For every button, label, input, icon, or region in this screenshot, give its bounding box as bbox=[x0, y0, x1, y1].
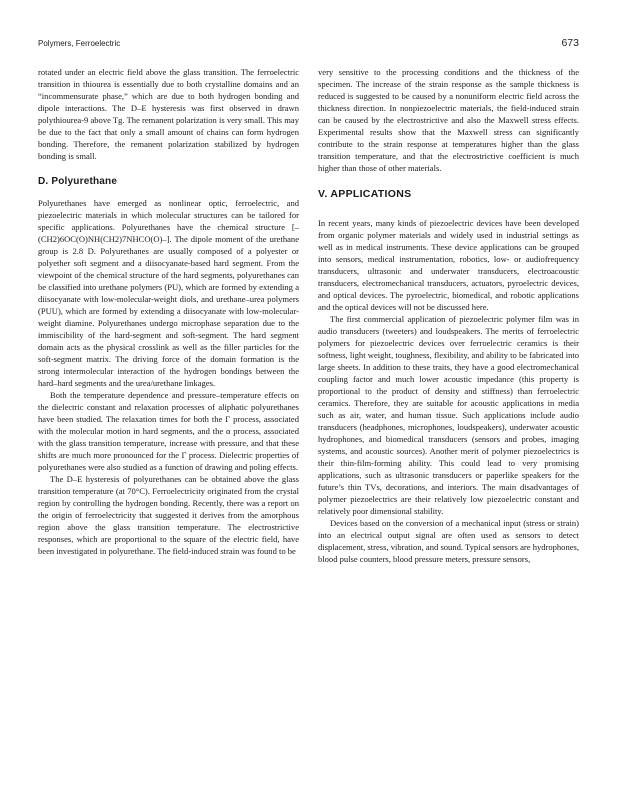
right-column bbox=[318, 66, 579, 565]
section-heading-applications: V. APPLICATIONS bbox=[318, 188, 412, 200]
left-column bbox=[38, 66, 299, 557]
page-number: 673 bbox=[561, 37, 579, 49]
left-paragraph-3: Both the temperature dependence and pressure–temperature effects on the dielectric constant and relaxation processes of aliphatic polyurethanes have been studied. The relaxation times for both the Γ process, associated with the molecular motion in hard segments, and the α process, associated with the glass transition temperature, increase with pressure, and that these shifts are much more pronounced for the Γ process. Dielectric properties of polyurethanes were also studied as a function of drawing and poling effects. bbox=[38, 390, 299, 472]
right-paragraph-4: Devices based on the conversion of a mechanical input (stress or strain) into an electrical output signal are often used as sensors to detect displacement, stress, vibration, and sound. Typical sensors are hydrophones, blood pulse counters, blood pressure meters, pressure sensors, bbox=[318, 518, 579, 564]
left-paragraph-4: The D–E hysteresis of polyurethanes can be obtained above the glass transition temperature (at 70°C). Ferroelectricity originated from the crystal region by controlling the hydrogen bonding. Recently, there was a report on the origin of ferroelectricity that suggested it derives from the amorphous region above the glass transition temperature. The electrostrictive responses, which are proportional to the square of the electric field, have been investigated in polyurethane. The field-induced strain was found to be bbox=[38, 474, 299, 556]
right-paragraph-1: very sensitive to the processing conditions and the thickness of the specimen. The increase of the strain response as the sample thickness is reduced is suggested to be caused by a nonuniform electric field across the thickness direction. In nonpiezoelectric materials, the field-induced strain can be caused by the electrostrictive and also the Maxwell stress effects. Experimental results show that the Maxwell stress can significantly contribute to the strain response at temperatures higher than the glass transition temperature, and that the electrostrictive coefficient is much higher than those of other materials. bbox=[318, 67, 579, 173]
section-heading-polyurethane: D. Polyurethane bbox=[38, 176, 118, 187]
left-paragraph-1: rotated under an electric field above the glass transition. The ferroelectric transition in thiourea is essentially due to both crystalline domains and an “incommensurate phase,” which are due to both hydrogen bonding and dipole interactions. The D–E hysteresis was first observed in drawn polythiourea-9 above Tg. The remanent polarization is very small. This may be due to the fact that only a small amount of chains can form hydrogen bonding. Therefore, the remanent polarization stabilized by hydrogen bonding is small. bbox=[38, 67, 299, 161]
left-paragraph-2: Polyurethanes have emerged as nonlinear optic, ferroelectric, and piezoelectric materials in which molecular structures can be tailored for specific applications. Polyurethanes have the chemical structure [–(CH2)6OC(O)NH(CH2)7NHCO(O)–]. The dipole moment of the urethane group is 2.8 D. Polyurethanes are usually composed of a polyester or polyether soft segment and a diisocyanate-based hard segment. From the viewpoint of the chemical structure of the hard segments, polyurethanes can be classified into urethane polymers (PU), which are formed by extending a diisocyanate with low-molecular-weight diols, and urethane–urea polymers (PUU), which are formed by extending a diisocyanate with low-molecular-weight diamine. Polyurethanes undergo microphase separation due to the immiscibility of the hard-segment and soft-segment. The hard segment domain acts as the physical crosslink as well as the filler particles for the soft-segment matrix. The driving force of the domain formation is the strong intermolecular interaction of the hydrogen bondings between the hard–hard segments and the urea/urethane linkages. bbox=[38, 198, 299, 388]
right-paragraph-2: In recent years, many kinds of piezoelectric devices have been developed from organic polymer materials and widely used in industrial settings as well as in medical instruments. These device applications can be grouped into sensors, medical instrumentation, robotics, low- or audiofrequency transducers, ultrasonic and underwater transducers, electroacoustic transducers, electromechanical transducers, actuators, pyroelectric devices, and optical devices. The pyroelectric, biomedical, and robotic applications and the optical devices will not be discussed here. bbox=[318, 218, 579, 312]
running-title: Polymers, Ferroelectric bbox=[38, 39, 121, 48]
right-paragraph-3: The first commercial application of piezoelectric polymer film was in audio transducers (tweeters) and loudspeakers. The merits of ferroelectric polymers for piezoelectric devices over ferroelectric ceramics is their softness, light weight, toughness, flexibility, and ability to be fabricated into large sheets. In addition to these traits, they have a good electromechanical coupling factor and much lower acoustic impedance (this property is proportional to the product of density and stiffness) than ferroelectric ceramics. Therefore, they are suitable for acoustic applications in media such as air, water, and human tissue. Such applications include audio transducers (headphones, microphones, loudspeakers), underwater acoustic hydrophones, and biomedical transducers (sensors and probes, imaging systems, and acoustic sources). Another merit of polymer piezoelectrics is their thin-film-forming ability. This could lead to very promising applications, such as ultrasonic transducers or paperlike speakers for the future’s thin TVs, decorations, and interiors. The main disadvantages of polymer piezoelectrics are their relatively low piezoelectric constant and relatively poor dimensional stability. bbox=[318, 314, 579, 516]
